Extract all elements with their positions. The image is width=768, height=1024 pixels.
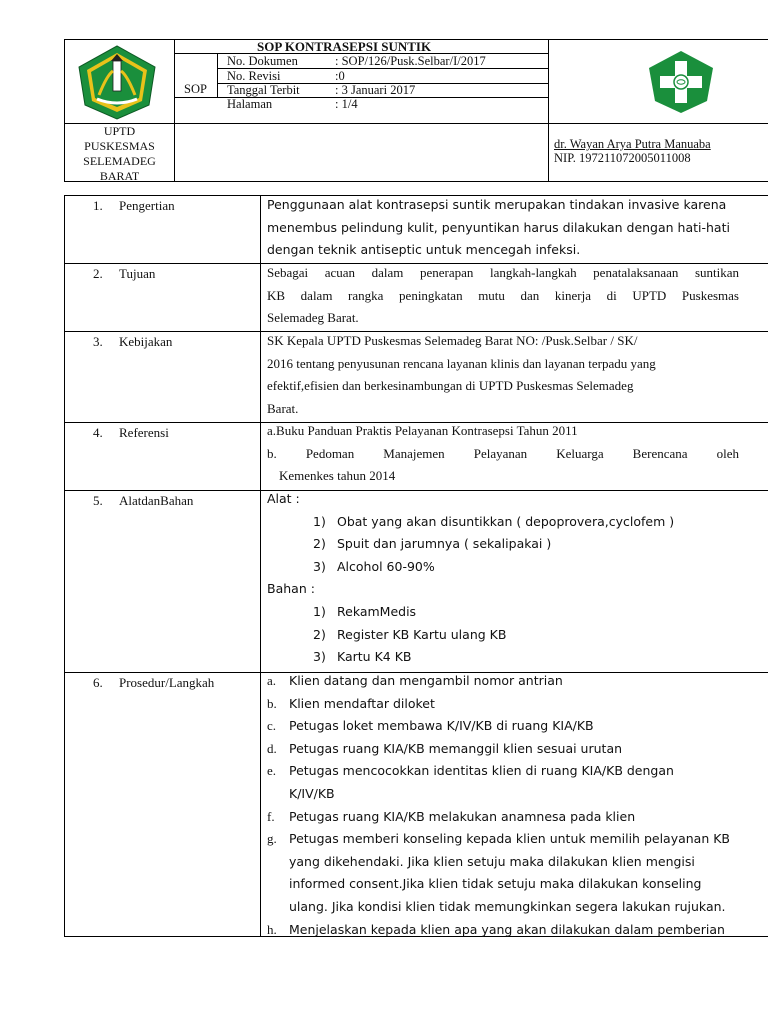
section-label: 6. Prosedur/Langkah: [93, 675, 215, 690]
meta-value: :0: [335, 69, 345, 83]
meta-key: No. Dokumen: [227, 54, 298, 68]
section-label: 1. Pengertian: [93, 198, 175, 213]
section-content: [267, 488, 739, 669]
header-divider: [174, 40, 175, 181]
section-content: a.Buku Panduan Praktis Pelayanan Kontrasepsi Tahun 2011 b. Pedoman Manajemen Pelayanan Keluarga Berencana oleh Kemenkes tahun 2014: [267, 423, 739, 484]
procedure-step: e. Petugas mencocokkan identitas klien di ruang KIA/KB dengan K/IV/KB: [267, 763, 674, 801]
procedure-step: h. Menjelaskan kepada klien apa yang akan dilakukan dalam pemberian: [267, 921, 725, 937]
signatory-name: dr. Wayan Arya Putra Manuaba: [554, 137, 711, 151]
procedure-step: d. Petugas ruang KIA/KB memanggil klien sesuai urutan: [267, 740, 623, 756]
list-item: 3) Kartu K4 KB: [313, 649, 412, 665]
section-label: 5. AlatdanBahan: [93, 493, 194, 508]
list-item: 1) RekamMedis: [313, 603, 417, 619]
sop-header-table: [64, 39, 768, 182]
procedure-step: b. Klien mendaftar diloket: [267, 695, 435, 711]
meta-key: Tanggal Terbit: [227, 83, 300, 97]
bahan-title: Bahan :: [267, 581, 315, 597]
section-content: SK Kepala UPTD Puskesmas Selemadeg Barat NO: /Pusk.Selbar / SK/ 2016 tentang penyusunan rencana layanan klinis dan layanan terpadu yang efektif,efisien dan berkesinambungan di UPTD Puskesmas Selemadeg Barat.: [267, 333, 656, 416]
puskesmas-cross-icon: [646, 49, 716, 115]
meta-value: : 1/4: [335, 97, 358, 111]
section-content: Sebagai acuan dalam penerapan langkah-langkah penatalaksanaan suntikan KB dalam rangka peningkatan mutu dan kinerja di UPTD Puskesmas Selemadeg Barat.: [267, 265, 739, 326]
header-divider: [548, 40, 549, 181]
section-label: 2. Tujuan: [93, 266, 156, 281]
document-title: SOP KONTRASEPSI SUNTIK: [257, 39, 432, 54]
header-divider: [217, 53, 218, 97]
section-content: [267, 670, 739, 941]
meta-key: Halaman: [227, 97, 273, 111]
column-divider: [260, 196, 261, 936]
list-item: 2) Register KB Kartu ulang KB: [313, 626, 507, 642]
list-item: 1) Obat yang akan disuntikkan ( depoprovera,cyclofem ): [313, 513, 675, 529]
government-crest-icon: [77, 45, 157, 120]
list-item: 3) Alcohol 60-90%: [313, 558, 435, 574]
list-item: 2) Spuit dan jarumnya ( sekalipakai ): [313, 536, 552, 552]
sop-content-table: [64, 195, 768, 937]
procedure-step: f. Petugas ruang KIA/KB melakukan anamnesa pada klien: [267, 808, 636, 824]
procedure-step: g. Petugas memberi konseling kepada klien untuk memilih pelayanan KB yang dikehendaki. Jika klien setuju maka dilakukan klien mengisi informed consent.Jika klien tidak setuju maka dilakukan konseling ulang. Jika kondisi klien tidak memungkinkan segera lakukan rujukan.: [267, 831, 731, 914]
signatory-nip: NIP. 197211072005011008: [554, 151, 691, 165]
procedure-step: c. Petugas loket membawa K/IV/KB di ruang KIA/KB: [267, 718, 594, 734]
alat-title: Alat :: [267, 491, 300, 506]
section-label: 3. Kebijakan: [93, 334, 173, 349]
procedure-step: a. Klien datang dan mengambil nomor antrian: [267, 673, 563, 688]
meta-value: : SOP/126/Pusk.Selbar/I/2017: [335, 54, 486, 68]
section-content: Penggunaan alat kontrasepsi suntik merupakan tindakan invasive karena menembus pelindung kulit, penyuntikan harus dilakukan dengan hati-hati dengan teknik antiseptic untuk mencegah infeksi.: [267, 197, 730, 258]
section-label: 4. Referensi: [93, 425, 169, 440]
meta-key: No. Revisi: [227, 69, 281, 83]
organization-name: UPTD PUSKESMAS SELEMADEG BARAT: [83, 124, 156, 183]
sop-label: SOP: [184, 82, 207, 96]
meta-value: : 3 Januari 2017: [335, 83, 416, 97]
